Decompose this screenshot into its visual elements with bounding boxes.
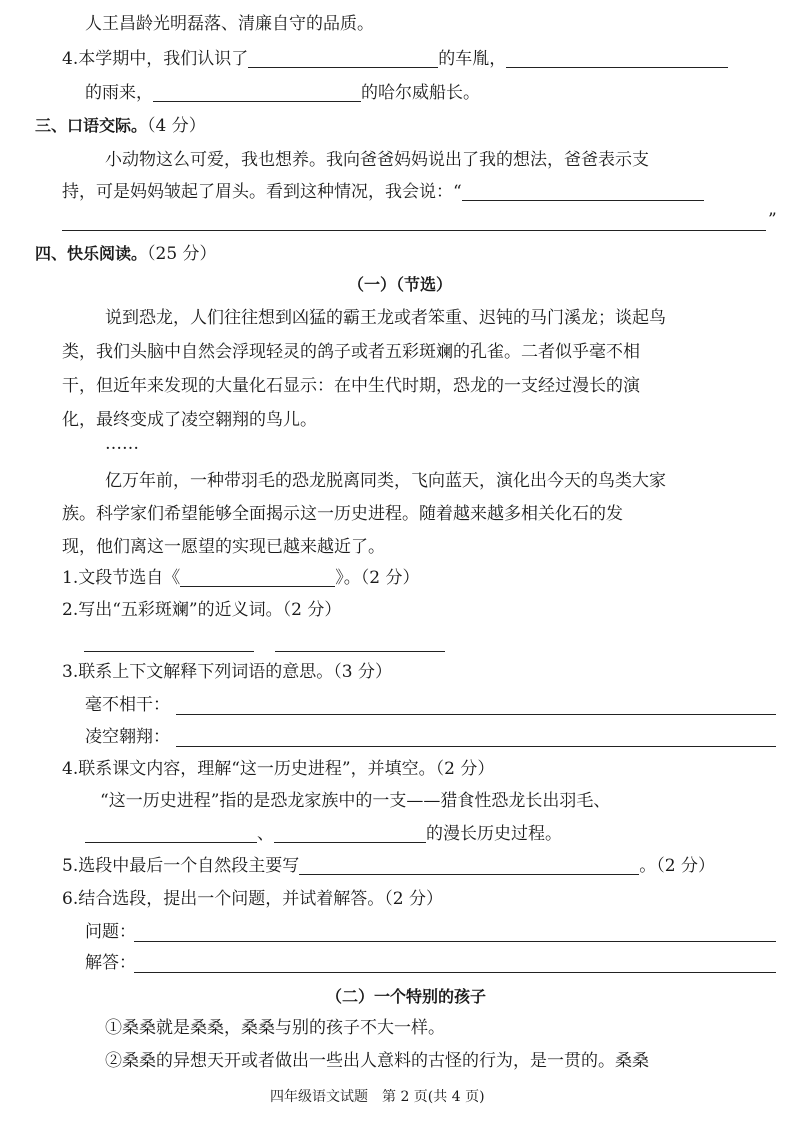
answer-line[interactable] (62, 230, 766, 231)
answer-blank[interactable] (180, 568, 335, 587)
answer-blank[interactable] (85, 824, 257, 843)
passage-line: 类，我们头脑中自然会浮现轻灵的鸽子或者五彩斑斓的孔雀。二者似乎毫不相 (62, 342, 640, 362)
answer-line[interactable] (84, 651, 254, 652)
question-1 (62, 566, 419, 590)
passage-1-title: （一）（节选） (348, 275, 453, 294)
answer-line[interactable] (176, 746, 776, 747)
close-quote: ” (768, 210, 777, 230)
answer-line[interactable] (134, 941, 776, 942)
section-3-heading (35, 114, 206, 138)
paragraph-text: 持，可是妈妈皱起了眉头。看到这种情况，我会说：“ (62, 182, 462, 202)
question-label: 问题： (85, 922, 136, 942)
section-title: 三、口语交际。 (35, 116, 148, 135)
answer-line[interactable] (134, 972, 776, 973)
question-2: 2.写出“五彩斑斓”的近义词。（2 分） (62, 600, 342, 620)
section-score: （25 分） (147, 244, 217, 264)
passage-line: 说到恐龙，人们往往想到凶猛的霸王龙或者笨重、迟钝的马门溪龙；谈起鸟 (105, 308, 666, 328)
separator: 、 (257, 824, 274, 844)
paragraph-line: 小动物这么可爱，我也想养。我向爸爸妈妈说出了我的想法，爸爸表示支 (105, 150, 649, 170)
passage-line: ①桑桑就是桑桑，桑桑与别的孩子不大一样。 (105, 1018, 445, 1038)
question-text: 的雨来， (85, 83, 153, 103)
paragraph-line (62, 180, 704, 204)
passage-line: 干，但近年来发现的大量化石显示：在中生代时期，恐龙的一支经过漫长的演 (62, 376, 640, 396)
ellipsis: …… (105, 434, 139, 454)
question-4: 4.联系课文内容，理解“这一历史进程”，并填空。（2 分） (62, 759, 495, 779)
section-score: （4 分） (147, 116, 206, 136)
page-footer: 四年级语文试题 第 2 页(共 4 页) (270, 1089, 485, 1105)
question-5 (62, 854, 715, 878)
term-label: 毫不相干： (85, 695, 170, 715)
answer-blank[interactable] (299, 856, 639, 875)
answer-line[interactable] (176, 714, 776, 715)
question-text: 》。（2 分） (335, 568, 420, 588)
term-label: 凌空翱翔： (85, 727, 170, 747)
passage-line: 亿万年前，一种带羽毛的恐龙脱离同类，飞向蓝天，演化出今天的鸟类大家 (105, 471, 666, 491)
passage-2-title: （二）一个特别的孩子 (326, 987, 487, 1006)
question-4-fill-line: “这一历史进程”指的是恐龙家族中的一支——猎食性恐龙长出羽毛、 (100, 791, 611, 811)
text-line: 人王昌龄光明磊落、清廉自守的品质。 (85, 14, 374, 34)
answer-label: 解答： (85, 953, 136, 973)
passage-line: 现，他们离这一愿望的实现已越来越近了。 (62, 537, 385, 557)
answer-line[interactable] (275, 651, 445, 652)
passage-line: 族。科学家们希望能够全面揭示这一历史进程。随着越来越多相关化石的发 (62, 504, 623, 524)
answer-blank[interactable] (274, 824, 426, 843)
section-title: 四、快乐阅读。 (35, 244, 148, 263)
question-text: 5.选段中最后一个自然段主要写 (62, 856, 300, 876)
section-4-heading (35, 242, 217, 266)
question-text: 的哈尔威船长。 (361, 83, 480, 103)
question-4-line2 (85, 81, 480, 105)
question-6: 6.结合选段，提出一个问题，并试着解答。（2 分） (62, 889, 443, 909)
answer-blank[interactable] (506, 49, 728, 68)
answer-blank[interactable] (248, 49, 438, 68)
question-4-line1 (62, 47, 728, 71)
question-4-fill-line (85, 822, 562, 846)
passage-line: 化，最终变成了凌空翱翔的鸟儿。 (62, 410, 317, 430)
answer-blank[interactable] (462, 182, 704, 201)
question-text: 4.本学期中，我们认识了 (62, 49, 249, 69)
answer-blank[interactable] (153, 83, 361, 102)
question-text: 1.文段节选自《 (62, 568, 181, 588)
question-text: 。（2 分） (639, 856, 715, 876)
question-text: 的车胤， (438, 49, 507, 69)
question-text: 的漫长历史过程。 (426, 824, 562, 844)
question-3: 3.联系上下文解释下列词语的意思。（3 分） (62, 662, 392, 682)
passage-line: ②桑桑的异想天开或者做出一些出人意料的古怪的行为，是一贯的。桑桑 (105, 1051, 649, 1071)
